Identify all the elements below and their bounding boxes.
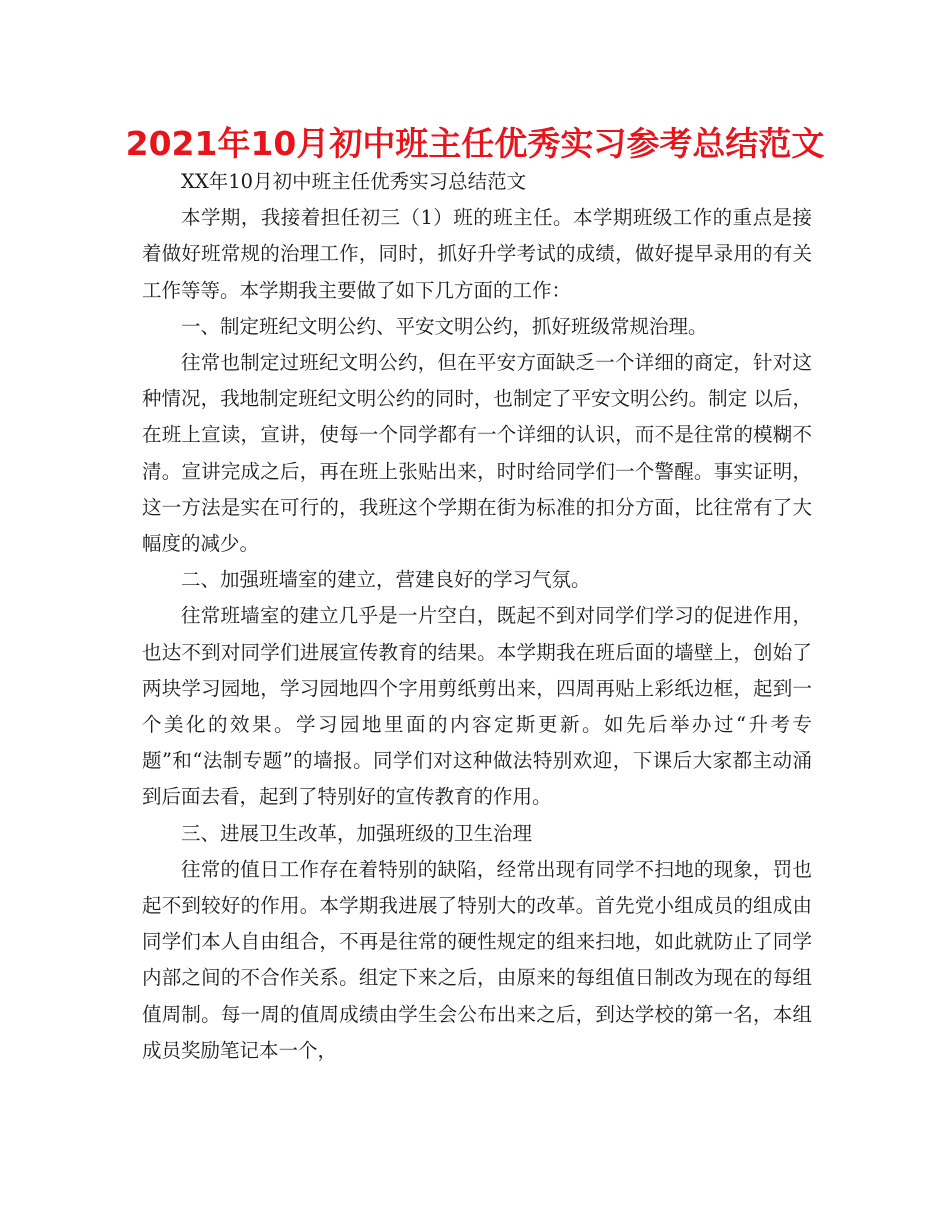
section-3-paragraph: 往常的值日工作存在着特别的缺陷，经常出现有同学不扫地的现象，罚也起不到较好的作用。本学期我进展了特别大的改革。首先党小组成员的组成由同学们本人自由组合，不再是往常的硬性规定的组来扫地，如此就防止了同学内部之间的不合作关系。组定下来之后，由原来的每组值日制改为现在的每组值周制。每一周的值周成绩由学生会公布出来之后，到达学校的第一名，本组成员奖励笔记本一个，: [142, 857, 812, 1062]
section-heading-1: 一、制定班纪文明公约、平安文明公约，抓好班级常规治理。: [181, 314, 708, 338]
document-body: [142, 164, 812, 1069]
section-2-paragraph: 往常班墙室的建立几乎是一片空白，既起不到对同学们学习的促进作用，也达不到对同学们进展宣传教育的结果。本学期我在班后面的墙壁上，创始了两块学习园地，学习园地四个字用剪纸剪出来，四周再贴上彩纸边框，起到一个美化的效果。学习园地里面的内容定斯更新。如先后举办过“升考专题”和“法制专题”的墙报。同学们对这种做法特别欢迎，下课后大家都主动涌到后面去看，起到了特别好的宣传教育的作用。: [142, 604, 812, 809]
section-1-paragraph: 往常也制定过班纪文明公约，但在平安方面缺乏一个详细的商定，针对这种情况，我地制定班纪文明公约的同时，也制定了平安文明公约。制定 以后，在班上宣读，宣讲，使每一个同学都有一个详细的认识，而不是往常的模糊不清。宣讲完成之后，再在班上张贴出来，时时给同学们一个警醒。事实证明，这一方法是实在可行的，我班这个学期在街为标准的扣分方面，比往常有了大幅度的减少。: [142, 351, 812, 556]
section-heading-2: 二、加强班墙室的建立，营建良好的学习气氛。: [181, 568, 591, 592]
subtitle-paragraph: XX年10月初中班主任优秀实习总结范文: [181, 170, 527, 193]
document-title: 2021年10月初中班主任优秀实习参考总结范文: [125, 124, 825, 163]
intro-paragraph: 本学期，我接着担任初三（1）班的班主任。本学期班级工作的重点是接着做好班常规的治理工作，同时，抓好升学考试的成绩，做好提早录用的有关工作等等。本学期我主要做了如下几方面的工作：: [142, 206, 812, 302]
section-heading-3: 三、进展卫生改革，加强班级的卫生治理: [181, 821, 533, 845]
